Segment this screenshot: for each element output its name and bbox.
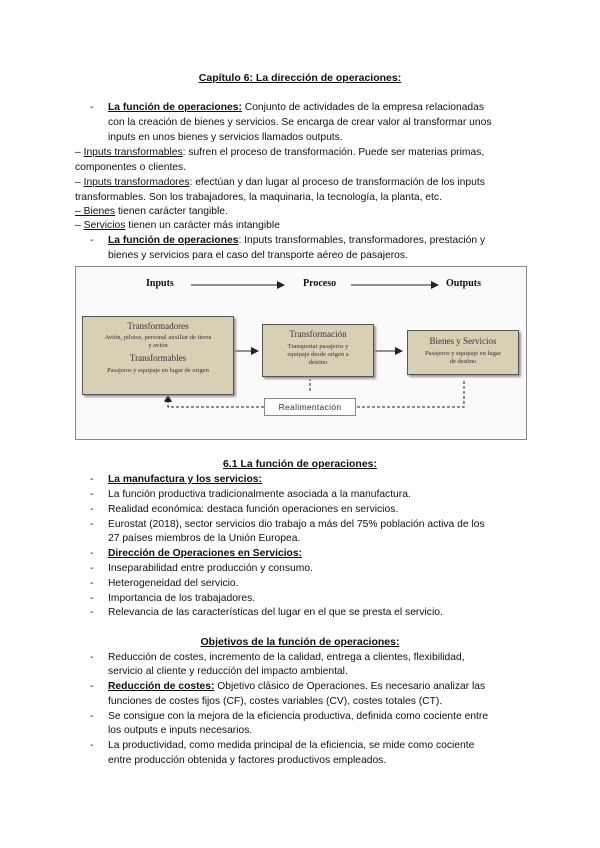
intro-line: [108, 234, 485, 247]
box-proceso: [262, 324, 374, 377]
box3-title: Bienes y Servicios: [429, 336, 497, 346]
dash: –: [75, 220, 84, 231]
list-item: Reducción de costes, incremento de la calidad, entrega a clientes, flexibilidad,: [108, 652, 465, 663]
list-item-text: Objetivo clásico de Operaciones. Es necesario analizar las: [214, 681, 486, 692]
term-bienes: – Bienes: [75, 206, 116, 217]
definition-text: tienen un carácter más intangible: [125, 220, 280, 231]
box-outputs: [407, 330, 519, 375]
box2-desc: destino: [308, 359, 328, 366]
inputs-transformadores-line: [75, 176, 485, 189]
feedback-line-left: [168, 395, 264, 407]
bullet: -: [90, 474, 94, 485]
list-item: Heterogeneidad del servicio.: [108, 578, 239, 589]
list-item: La función productiva tradicionalmente asociada a la manufactura.: [108, 489, 411, 500]
bullet: -: [90, 578, 94, 589]
list-item: Inseparabilidad entre producción y consumo.: [108, 563, 313, 574]
definition-text: : sufren el proceso de transformación. Puede ser materias primas,: [182, 147, 485, 158]
dash: –: [75, 177, 84, 188]
bullet: -: [90, 740, 94, 751]
bienes-line: [75, 205, 228, 218]
bullet: -: [90, 607, 94, 618]
intro-line: inputs en unos bienes y servicios llamados outputs.: [108, 132, 343, 143]
box3-desc: Pasajeros y equipaje en lugar: [425, 350, 501, 357]
subheading-direccion: Dirección de Operaciones en Servicios:: [108, 548, 303, 559]
bullet: -: [90, 235, 94, 246]
definition-text: : Inputs transformables, transformadores, prestación y: [238, 235, 486, 246]
list-item: Se consigue con la mejora de la eficiencia productiva, definida como cociente entre: [108, 711, 489, 722]
definition-text: transformables. Son los trabajadores, la maquinaria, la tecnología, la planta, etc.: [75, 192, 442, 203]
section-title: 6.1 La función de operaciones:: [222, 458, 378, 470]
inputs-transformables-line: [75, 146, 484, 159]
bullet: -: [90, 519, 94, 530]
feedback-line-right: [356, 381, 464, 407]
box2-title: Transformación: [289, 329, 347, 339]
label-outputs: Outputs: [446, 278, 482, 289]
definition-text: componentes o clientes.: [75, 162, 187, 173]
bullet: -: [90, 548, 94, 559]
list-item: entre producción obtenida y factores productivos empleados.: [108, 755, 387, 766]
list-item: Importancia de los trabajadores.: [108, 593, 256, 604]
bullet: -: [90, 711, 94, 722]
chapter-title: Capítulo 6: La dirección de operaciones:: [198, 72, 402, 84]
box2-desc: equipaje desde origen a: [287, 351, 349, 358]
term-reduccion-costes: Reducción de costes:: [108, 681, 215, 692]
operations-diagram: [75, 266, 527, 440]
definition-text: : efectúan y dan lugar al proceso de transformación de los inputs: [189, 177, 485, 188]
bullet: -: [90, 489, 94, 500]
box3-desc: de destino: [449, 358, 477, 365]
bullet: -: [90, 504, 94, 515]
bullet: -: [90, 681, 94, 692]
list-item: Realidad económica: destaca función operaciones en servicios.: [108, 504, 399, 515]
box-inputs: [82, 316, 234, 395]
dash: –: [75, 147, 84, 158]
term-servicios: Servicios: [83, 220, 126, 231]
term-funcion-operaciones: La función de operaciones:: [108, 102, 242, 113]
list-item: servicio al cliente y reducción del impacto ambiental.: [108, 666, 348, 677]
box2-desc: Transportar pasajeros y: [287, 343, 349, 350]
list-item: funciones de costes fijos (CF), costes variables (CV), costes totales (CT).: [108, 696, 443, 707]
bullet: -: [90, 563, 94, 574]
bullet: -: [90, 652, 94, 663]
box1-desc: Pasajeros y equipaje en lugar de origen: [107, 367, 209, 374]
intro-line: bienes y servicios para el caso del transporte aéreo de pasajeros.: [108, 250, 408, 261]
subheading-manufactura: La manufactura y los servicios:: [108, 474, 262, 485]
list-item: [108, 680, 485, 693]
box1-title2: Transformables: [129, 353, 187, 363]
list-item: Relevancia de las características del lugar en el que se presta el servicio.: [108, 607, 443, 618]
servicios-line: [75, 219, 280, 232]
box1-desc: Avión, pilotos, personal auxiliar de tierra: [104, 334, 212, 341]
term-funcion-operaciones-2: La función de operaciones: [108, 235, 239, 246]
intro-line: [108, 101, 484, 114]
box1-desc: y avión: [148, 342, 168, 349]
term-inputs-transformables: Inputs transformables: [83, 147, 183, 158]
feedback-box: Realimentación: [264, 398, 356, 416]
section-title: Objetivos de la función de operaciones:: [200, 636, 400, 648]
label-proceso: Proceso: [303, 278, 337, 289]
list-item: los outputs e inputs necesarios.: [108, 725, 253, 736]
list-item: La productividad, como medida principal de la eficiencia, se mide como cociente: [108, 740, 475, 751]
list-item: 27 países miembros de la Unión Europea.: [108, 533, 301, 544]
box1-title: Transformadores: [127, 321, 189, 331]
term-inputs-transformadores: Inputs transformadores: [83, 177, 190, 188]
bullet: -: [90, 593, 94, 604]
intro-line: con la creación de bienes y servicios. Se encarga de crear valor al transformar unos: [108, 117, 492, 128]
label-inputs: Inputs: [146, 278, 174, 289]
definition-text: tienen carácter tangible.: [115, 206, 228, 217]
definition-text: Conjunto de actividades de la empresa relacionadas: [241, 102, 485, 113]
list-item: Eurostat (2018), sector servicios dio trabajo a más del 75% población activa de los: [108, 519, 485, 530]
bullet: -: [90, 102, 94, 113]
